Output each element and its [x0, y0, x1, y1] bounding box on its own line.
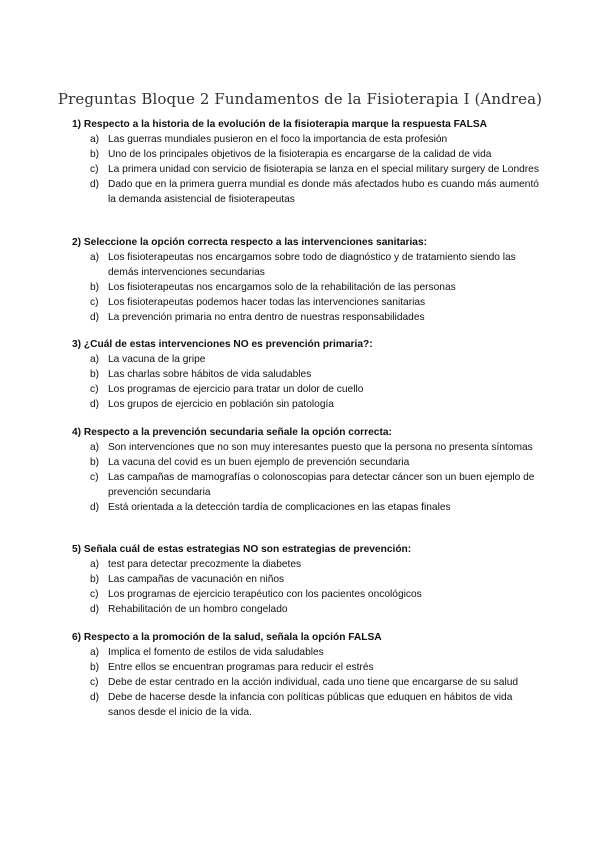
- option-a: [72, 557, 542, 572]
- question-heading: 2) Seleccione la opción correcta respecto a las intervenciones sanitarias:: [72, 237, 428, 248]
- option-d: [72, 397, 542, 412]
- option-letter: b): [90, 282, 100, 293]
- option-c: [72, 675, 542, 690]
- option-letter: d): [90, 604, 100, 615]
- option-text: Implica el fomento de estilos de vida saludables: [108, 647, 324, 658]
- option-d: [72, 690, 542, 720]
- option-text: Debe de hacerse desde la infancia con políticas públicas que eduquen en hábitos de vida sanos desde el inicio de la vida.: [108, 692, 513, 718]
- option-text: Las campañas de mamografías o colonoscopias para detectar cáncer son un buen ejemplo de prevención secundaria: [108, 472, 535, 498]
- option-text: Los programas de ejercicio para tratar un dolor de cuello: [108, 384, 364, 395]
- option-text: La vacuna del covid es un buen ejemplo de prevención secundaria: [108, 457, 410, 468]
- option-c: [72, 162, 542, 177]
- option-letter: b): [90, 662, 100, 673]
- question-6: [72, 630, 542, 720]
- option-letter: c): [90, 297, 99, 308]
- question-heading: 4) Respecto a la prevención secundaria señale la opción correcta:: [72, 427, 392, 438]
- option-text: Son intervenciones que no son muy interesantes puesto que la persona no presenta síntomas: [108, 442, 533, 453]
- option-text: Dado que en la primera guerra mundial es donde más afectados hubo es cuando más aumentó la demanda asistencial de fisioterapeutas: [108, 179, 539, 205]
- option-letter: d): [90, 312, 100, 323]
- option-text: La vacuna de la gripe: [108, 354, 206, 365]
- option-letter: a): [90, 252, 100, 263]
- question-5: [72, 542, 542, 617]
- option-letter: a): [90, 354, 100, 365]
- option-text: La prevención primaria no entra dentro de nuestras responsabilidades: [108, 312, 425, 323]
- option-d: [72, 500, 542, 515]
- option-text: Los fisioterapeutas nos encargamos solo de la rehabilitación de las personas: [108, 282, 456, 293]
- option-c: [72, 295, 542, 310]
- question-heading: 5) Señala cuál de estas estrategias NO son estrategias de prevención:: [72, 544, 412, 555]
- option-text: Los programas de ejercicio terapéutico con los pacientes oncológicos: [108, 589, 422, 600]
- option-letter: b): [90, 574, 100, 585]
- option-text: Los fisioterapeutas nos encargamos sobre todo de diagnóstico y de tratamiento siendo las demás intervenciones secundarias: [108, 252, 516, 278]
- option-letter: b): [90, 369, 100, 380]
- option-letter: b): [90, 149, 100, 160]
- option-letter: d): [90, 179, 100, 190]
- option-a: [72, 250, 542, 280]
- option-b: [72, 660, 542, 675]
- question-heading: 6) Respecto a la promoción de la salud, señala la opción FALSA: [72, 632, 382, 643]
- option-letter: c): [90, 472, 99, 483]
- question-heading: 1) Respecto a la historia de la evolución de la fisioterapia marque la respuesta FALSA: [72, 119, 487, 130]
- option-letter: b): [90, 457, 100, 468]
- option-b: [72, 455, 542, 470]
- option-a: [72, 352, 542, 367]
- option-text: Las guerras mundiales pusieron en el foco la importancia de esta profesión: [108, 134, 448, 145]
- option-letter: c): [90, 589, 99, 600]
- option-letter: a): [90, 559, 100, 570]
- question-4: [72, 425, 542, 515]
- option-letter: a): [90, 647, 100, 658]
- question-heading: 3) ¿Cuál de estas intervenciones NO es prevención primaria?:: [72, 339, 373, 350]
- option-c: [72, 587, 542, 602]
- question-1: [72, 117, 542, 207]
- option-d: [72, 310, 542, 325]
- option-text: Entre ellos se encuentran programas para reducir el estrés: [108, 662, 374, 673]
- option-text: Está orientada a la detección tardía de complicaciones en las etapas finales: [108, 502, 451, 513]
- option-text: Uno de los principales objetivos de la fisioterapia es encargarse de la calidad de vida: [108, 149, 492, 160]
- option-text: Los grupos de ejercicio en población sin patología: [108, 399, 334, 410]
- option-letter: d): [90, 399, 100, 410]
- option-letter: c): [90, 164, 99, 175]
- option-letter: a): [90, 442, 100, 453]
- question-3: [72, 337, 542, 412]
- option-letter: c): [90, 384, 99, 395]
- option-letter: d): [90, 502, 100, 513]
- option-c: [72, 470, 542, 500]
- option-letter: c): [90, 677, 99, 688]
- option-text: Las campañas de vacunación en niños: [108, 574, 285, 585]
- option-b: [72, 572, 542, 587]
- option-b: [72, 280, 542, 295]
- option-text: Debe de estar centrado en la acción individual, cada uno tiene que encargarse de su salud: [108, 677, 519, 688]
- option-a: [72, 645, 542, 660]
- option-text: test para detectar precozmente la diabetes: [108, 559, 302, 570]
- option-text: Las charlas sobre hábitos de vida saludables: [108, 369, 312, 380]
- page-title: Preguntas Bloque 2 Fundamentos de la Fisioterapia I (Andrea): [57, 90, 543, 108]
- option-letter: d): [90, 692, 100, 703]
- option-d: [72, 177, 542, 207]
- option-a: [72, 440, 542, 455]
- option-c: [72, 382, 542, 397]
- option-b: [72, 367, 542, 382]
- option-text: La primera unidad con servicio de fisioterapia se lanza en el special military surgery de Londres: [108, 164, 539, 175]
- question-2: [72, 235, 542, 325]
- option-d: [72, 602, 542, 617]
- option-text: Los fisioterapeutas podemos hacer todas las intervenciones sanitarias: [108, 297, 426, 308]
- option-text: Rehabilitación de un hombro congelado: [108, 604, 288, 615]
- option-letter: a): [90, 134, 100, 145]
- option-b: [72, 147, 542, 162]
- option-a: [72, 132, 542, 147]
